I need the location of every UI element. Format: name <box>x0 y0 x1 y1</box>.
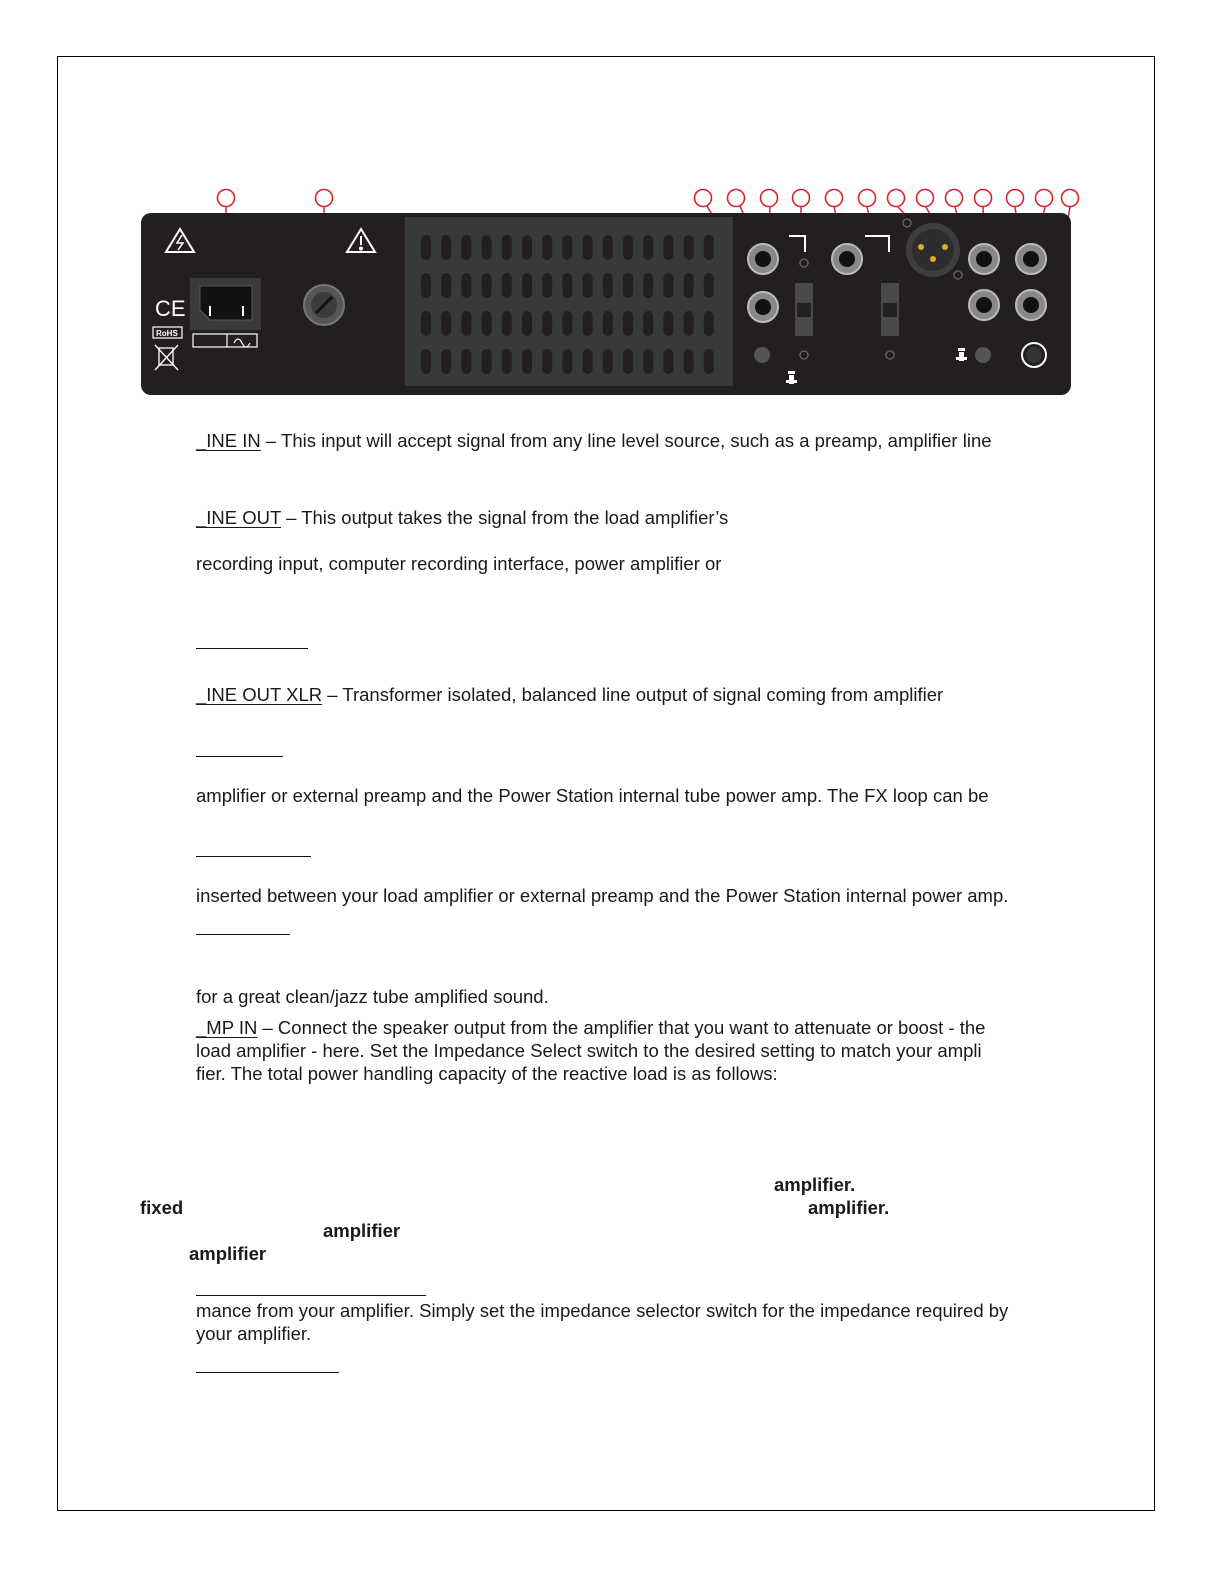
bold-fragment: fixed <box>140 1197 184 1218</box>
vent-slot <box>562 349 572 374</box>
impedance-line2: your amplifier. <box>196 1323 312 1344</box>
vent-slot <box>441 349 451 374</box>
jack-6 <box>969 290 999 320</box>
vent-slot <box>663 311 673 336</box>
vent-slot <box>643 235 653 260</box>
vent-slot <box>684 273 694 298</box>
jack-5 <box>969 244 999 274</box>
heading-rule <box>196 756 283 757</box>
vent-slot <box>441 273 451 298</box>
vent-slot <box>583 311 593 336</box>
line-out-title: _INE OUT <box>196 507 281 528</box>
vent-slot <box>542 349 552 374</box>
vent-slot <box>663 273 673 298</box>
vent-slot <box>482 311 492 336</box>
vent-slot <box>502 235 512 260</box>
rear-panel-illustration <box>0 0 1224 420</box>
line-out-paragraph <box>196 506 728 529</box>
vent-slot <box>704 311 714 336</box>
jack-8 <box>1016 290 1046 320</box>
vent-slot <box>623 273 633 298</box>
ce-mark: CE <box>155 296 186 321</box>
vent-slot <box>704 273 714 298</box>
vent-slot <box>421 349 431 374</box>
slide-switch <box>795 283 813 336</box>
heading-rule <box>196 934 290 935</box>
callout-circles <box>218 190 1079 207</box>
vent-slot <box>441 311 451 336</box>
heading-rule <box>196 648 308 649</box>
vent-slot <box>603 235 613 260</box>
line-out-xlr-paragraph <box>196 683 943 706</box>
vent-slot <box>441 235 451 260</box>
vent-slot <box>623 349 633 374</box>
line-out-line2: recording input, computer recording interface, power amplifier or <box>196 553 722 574</box>
vent-slot <box>421 273 431 298</box>
amp-in-line2: load amplifier - here. Set the Impedance Select switch to the desired setting to match your ampli <box>196 1040 982 1061</box>
heading-rule <box>196 1372 339 1373</box>
bold-fragment: amplifier <box>189 1243 267 1264</box>
vent-slot <box>663 349 673 374</box>
amp-in-text: – Connect the speaker output from the amplifier that you want to attenuate or boost - the <box>257 1017 986 1038</box>
vent-slot <box>704 349 714 374</box>
vent-slot <box>583 349 593 374</box>
vent-slot <box>522 235 532 260</box>
vent-slot <box>502 311 512 336</box>
vent-slot <box>623 311 633 336</box>
vent-slot <box>643 273 653 298</box>
line-in-text: – This input will accept signal from any line level source, such as a preamp, amplifier line <box>260 430 992 451</box>
vent-slot <box>684 311 694 336</box>
bold-fragment: amplifier <box>323 1220 401 1241</box>
line-out-text: – This output takes the signal from the load amplifier’s <box>280 507 729 528</box>
vent-slot <box>461 349 471 374</box>
heading-rule <box>196 1295 426 1296</box>
vent-slot <box>482 349 492 374</box>
bold-fragment: amplifier. <box>808 1197 890 1218</box>
ground-post <box>975 347 991 363</box>
rohs-mark-text: RoHS <box>156 329 178 338</box>
vent-slot <box>522 273 532 298</box>
vent-slot <box>623 235 633 260</box>
vent-slot <box>562 311 572 336</box>
ground-post <box>754 347 770 363</box>
line-in-paragraph <box>196 429 992 452</box>
vent-slot <box>663 235 673 260</box>
iec-power-inlet <box>200 286 252 320</box>
vent-slot <box>603 349 613 374</box>
vent-slot <box>482 273 492 298</box>
vent-slot <box>542 235 552 260</box>
slide-switch <box>881 283 899 336</box>
vent-slot <box>482 235 492 260</box>
vent-slot <box>461 273 471 298</box>
line-out-jack <box>748 292 778 322</box>
fx-send-line1: amplifier or external preamp and the Power Station internal tube power amp. The FX loop can be <box>196 785 989 806</box>
vent-slot <box>583 235 593 260</box>
amp-in-title: _MP IN <box>196 1017 258 1038</box>
vent-slot <box>461 235 471 260</box>
line-out-xlr-title: _INE OUT XLR <box>196 684 323 705</box>
vent-slot <box>562 235 572 260</box>
line-out-xlr-text: – Transformer isolated, balanced line output of signal coming from amplifier <box>322 684 944 705</box>
fx-return-line1: inserted between your load amplifier or external preamp and the Power Station internal power amp. <box>196 885 1009 906</box>
vent-slot <box>421 235 431 260</box>
vent-slot <box>643 311 653 336</box>
vent-slot <box>562 273 572 298</box>
power-amp-in-line1: for a great clean/jazz tube amplified sound. <box>196 986 549 1007</box>
vent-slot <box>603 273 613 298</box>
line-in-jack <box>748 244 778 274</box>
vent-slot <box>522 311 532 336</box>
vent-slot <box>502 349 512 374</box>
vent-slot <box>461 311 471 336</box>
vent-slot <box>542 311 552 336</box>
amp-in-paragraph <box>196 1016 985 1039</box>
amp-in-line3: fier. The total power handling capacity of the reactive load is as follows: <box>196 1063 778 1084</box>
vent-slot <box>421 311 431 336</box>
vent-slot <box>542 273 552 298</box>
bold-fragment: amplifier. <box>774 1174 856 1195</box>
fx-jack <box>832 244 862 274</box>
vent-slot <box>704 235 714 260</box>
jack-7 <box>1016 244 1046 274</box>
heading-rule <box>196 856 311 857</box>
vent-slot <box>583 273 593 298</box>
vent-slot <box>603 311 613 336</box>
line-in-title: _INE IN <box>196 430 261 451</box>
vent-slot <box>684 349 694 374</box>
vent-slot <box>684 235 694 260</box>
vent-slot <box>502 273 512 298</box>
vent-slot <box>522 349 532 374</box>
vent-slot <box>643 349 653 374</box>
impedance-line1: mance from your amplifier. Simply set the impedance selector switch for the impedance required by <box>196 1300 1009 1321</box>
